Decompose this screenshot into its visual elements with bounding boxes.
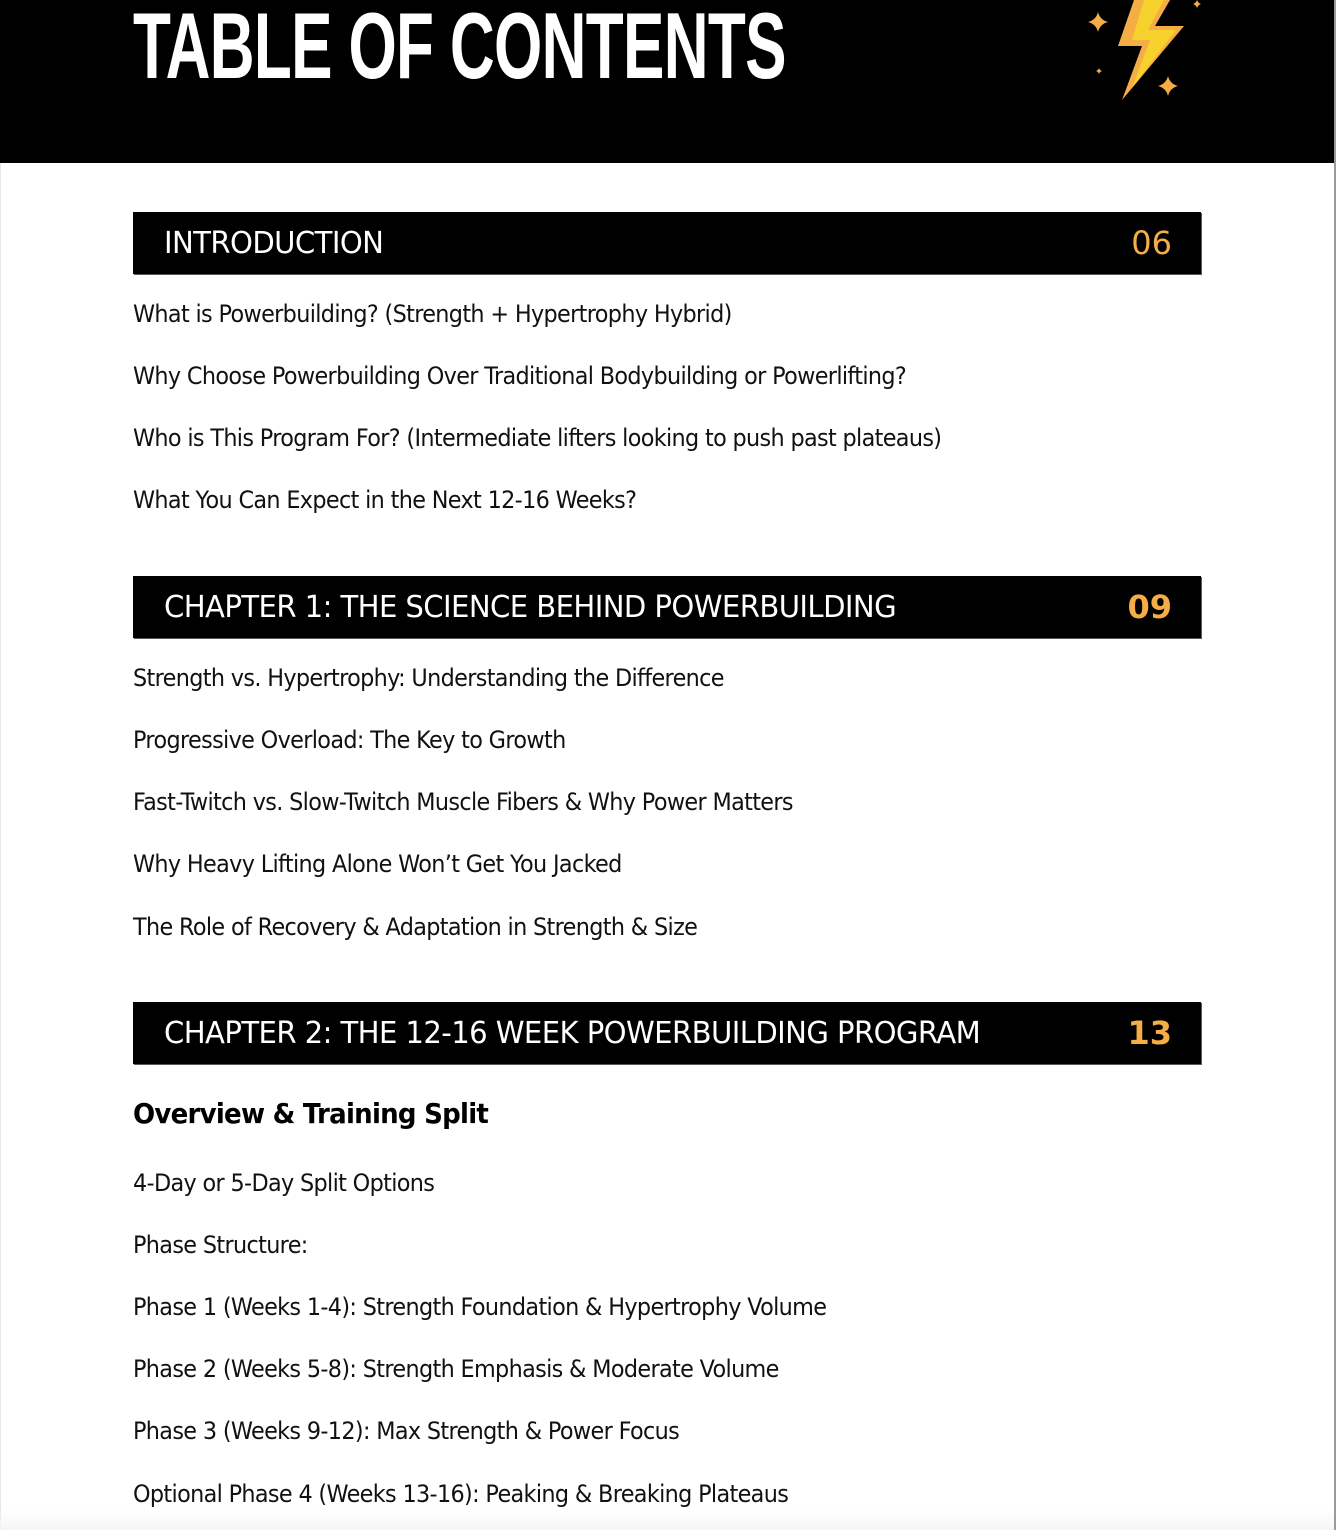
toc-item[interactable]: Fast-Twitch vs. Slow-Twitch Muscle Fibers & Why Power Matters [133,788,793,816]
toc-item[interactable]: Phase 2 (Weeks 5-8): Strength Emphasis & Moderate Volume [133,1355,779,1383]
toc-item[interactable]: Why Heavy Lifting Alone Won’t Get You Jacked [133,850,622,878]
toc-item[interactable]: What is Powerbuilding? (Strength + Hypertrophy Hybrid) [133,300,732,328]
toc-item[interactable]: Optional Phase 4 (Weeks 13-16): Peaking & Breaking Plateaus [133,1480,789,1508]
sparkle-icon [1096,68,1102,74]
toc-item[interactable]: Phase 1 (Weeks 1-4): Strength Foundation & Hypertrophy Volume [133,1293,827,1321]
section-page-number: 06 [1131,224,1172,262]
page-title: TABLE OF CONTENTS [133,0,786,98]
section-bar-chapter-1[interactable] [133,576,1201,638]
sparkle-icon [1158,76,1178,96]
toc-item[interactable]: Phase Structure: [133,1231,308,1259]
section-title: CHAPTER 1: THE SCIENCE BEHIND POWERBUILDING [164,589,897,625]
toc-item[interactable]: What You Can Expect in the Next 12-16 Weeks? [133,486,637,514]
toc-item[interactable]: The Role of Recovery & Adaptation in Strength & Size [133,913,698,941]
section-page-number: 09 [1127,588,1172,626]
lightning-bolt-icon [1082,0,1202,104]
sparkle-icon [1193,0,1201,8]
toc-item[interactable]: Phase 3 (Weeks 9-12): Max Strength & Power Focus [133,1417,680,1445]
section-bar-chapter-2[interactable] [133,1002,1201,1064]
section-title: CHAPTER 2: THE 12-16 WEEK POWERBUILDING PROGRAM [164,1015,981,1051]
section-page-number: 13 [1127,1014,1172,1052]
header-banner [0,0,1334,163]
page-edge-left [0,163,1,1530]
toc-item[interactable]: Why Choose Powerbuilding Over Traditional Bodybuilding or Powerlifting? [133,362,907,390]
toc-item[interactable]: Progressive Overload: The Key to Growth [133,726,566,754]
toc-subheading: Overview & Training Split [133,1097,489,1130]
sparkle-icon [1088,12,1108,32]
page-bottom-shadow [0,1510,1334,1530]
section-title: INTRODUCTION [164,225,384,261]
section-bar-introduction[interactable] [133,212,1201,274]
toc-item[interactable]: Who is This Program For? (Intermediate lifters looking to push past plateaus) [133,424,942,452]
toc-item[interactable]: Strength vs. Hypertrophy: Understanding the Difference [133,664,724,692]
toc-item[interactable]: 4-Day or 5-Day Split Options [133,1169,435,1197]
